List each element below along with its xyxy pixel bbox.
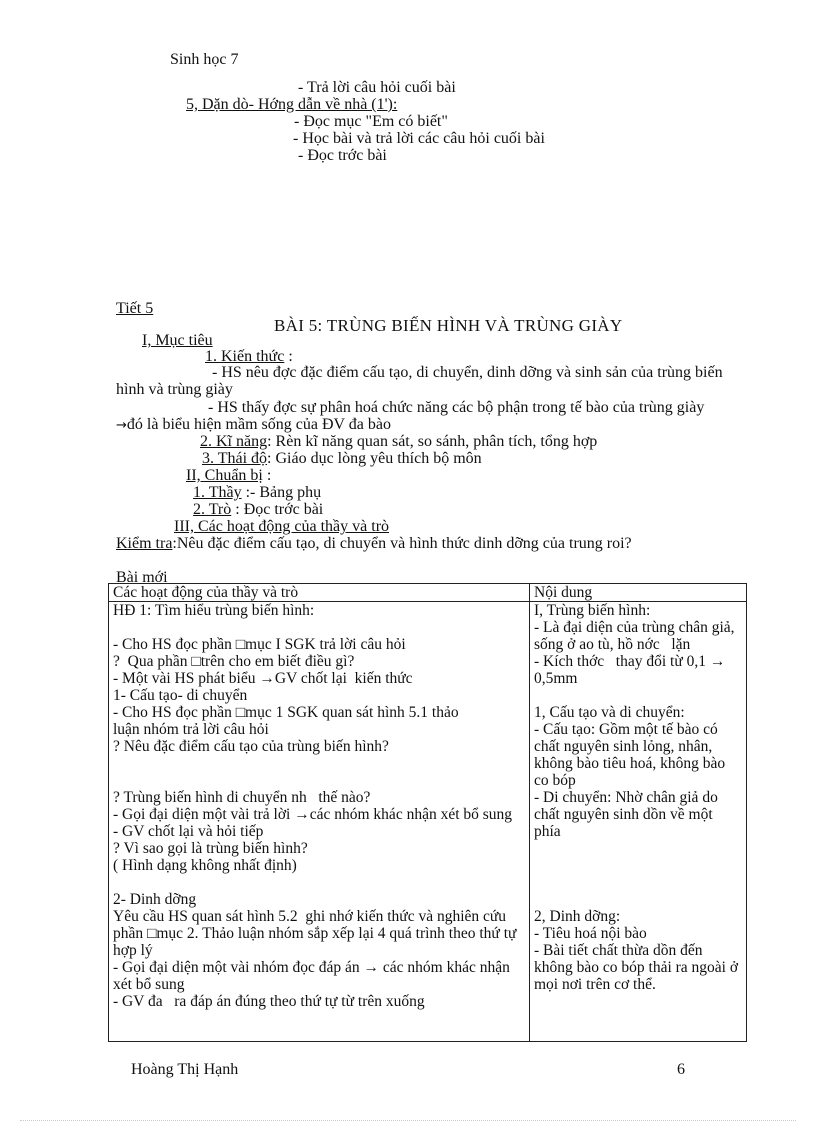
content-line: [534, 857, 742, 874]
content-line: 2, Dinh dỡng:: [534, 908, 621, 925]
knowledge-point-2-text: - HS thấy đợc sự phân hoá chức năng các bộ phận trong tế bào của trùng giày: [208, 399, 705, 416]
student-text: : Đọc trớc bài: [231, 501, 324, 518]
activity-line: ? Trùng biến hình di chuyển nh thế nào?: [113, 789, 371, 806]
activity-line: - GV đa ra đáp án đúng theo thứ tự từ trên xuống: [113, 993, 425, 1010]
check-text: :Nêu đặc điểm cấu tạo, di chuyển và hình thức dinh dỡng của trung roi?: [172, 535, 632, 552]
attitude-heading: 3. Thái độ: [202, 450, 268, 467]
prev-answer-line: - Trả lời câu hỏi cuối bài: [298, 79, 456, 96]
skills-heading: 2. Kĩ năng: [200, 433, 268, 450]
page-bottom-divider: [20, 1120, 796, 1121]
footer-author: Hoàng Thị Hạnh: [131, 1061, 239, 1078]
activity-line: HĐ 1: Tìm hiểu trùng biến hình:: [113, 602, 315, 619]
activity-line: - Gọi đại diện một vài trả lời →các nhóm khác nhận xét bổ sung: [113, 806, 513, 823]
content-line: - Là đại diện của trùng chân giả, sống ở ao tù, hồ nớc lặn: [534, 619, 739, 653]
content-line: - Cấu tạo: Gồm một tế bào có chất nguyên sinh lỏng, nhân, không bào tiêu hoá, không bào co bóp: [534, 721, 730, 789]
content-line: [534, 840, 742, 857]
activity-line: - Gọi đại diện một vài nhóm đọc đáp án → các nhóm khác nhận xét bổ sung: [113, 959, 514, 993]
lesson-activity-table: [108, 583, 747, 1042]
activity-line: - GV chốt lại và hỏi tiếp: [113, 823, 264, 840]
check-heading: Kiểm tra: [116, 535, 173, 552]
prep-colon: :: [262, 467, 272, 484]
activity-line: [113, 772, 525, 789]
content-line: - Bài tiết chất thừa dồn đến không bào co bóp thải ra ngoài ở mọi nơi trên cơ thể.: [534, 942, 742, 993]
skills-line: [200, 433, 597, 450]
period-label: Tiết 5: [116, 300, 154, 317]
activity-line: 1- Cấu tạo- di chuyển: [113, 687, 248, 704]
check-line: [116, 535, 728, 552]
homework-heading: 5, Dặn dò- Hớng dẫn về nhà (1'):: [186, 96, 398, 113]
lesson-title: BÀI 5: TRÙNG BIẾN HÌNH VÀ TRÙNG GIÀY: [274, 316, 623, 335]
activity-line: 2- Dinh dỡng: [113, 891, 197, 908]
homework-item: - Học bài và trả lời các câu hỏi cuối bài: [293, 130, 545, 147]
content-line: - Kích thớc thay đổi từ 0,1 → 0,5mm: [534, 653, 730, 687]
content-line: I, Trùng biến hình:: [534, 602, 651, 619]
activity-line: luận nhóm trả lời câu hỏi: [113, 721, 269, 738]
attitude-line: [202, 450, 482, 467]
activity-line: [113, 755, 525, 772]
content-line: [534, 687, 742, 704]
activity-line: [113, 619, 525, 636]
attitude-text: : Giáo dục lòng yêu thích bộ môn: [267, 450, 482, 467]
activity-line: ? Qua phần □trên cho em biết điều gì?: [113, 653, 355, 670]
student-prep-line: [193, 501, 323, 518]
table-header-activities: Các hoạt động của thầy và trò: [109, 584, 530, 602]
knowledge-point-1: - HS nêu đợc đặc điểm cấu tạo, di chuyển, dinh dỡng và sinh sản của trùng biến hình và trùng giày: [116, 364, 723, 398]
activities-text: [113, 602, 525, 1026]
page-number: 6: [677, 1061, 685, 1078]
content-line: 1, Cấu tạo và di chuyển:: [534, 704, 685, 721]
table-header-content: Nội dung: [530, 584, 747, 602]
knowledge-line: [205, 348, 293, 365]
content-line: - Di chuyển: Nhờ chân giả do chất nguyên sinh dồn về một phía: [534, 789, 722, 840]
objectives-heading: I, Mục tiêu: [142, 332, 213, 349]
homework-item: - Đọc trớc bài: [298, 147, 387, 164]
teacher-prep-line: [193, 484, 321, 501]
teacher-heading: 1. Thầy: [193, 484, 242, 501]
student-heading: 2. Trò: [193, 501, 232, 518]
prep-line: [186, 467, 271, 484]
document-header-subject: Sinh học 7: [170, 51, 239, 68]
new-lesson-heading: Bài mới: [116, 569, 168, 586]
knowledge-point-2: [116, 399, 731, 434]
arrow-right-icon: →: [116, 418, 127, 433]
skills-text: : Rèn kĩ năng quan sát, so sánh, phân tích, tổng hợp: [267, 433, 598, 450]
activity-line: ? Nêu đặc điểm cấu tạo của trùng biến hình?: [113, 738, 389, 755]
activity-line: - Cho HS đọc phần □mục 1 SGK quan sát hình 5.1 thảo: [113, 704, 459, 721]
content-cell: [530, 602, 747, 1042]
teacher-text: :- Bảng phụ: [241, 484, 322, 501]
prep-heading: II, Chuẩn bị: [186, 467, 263, 484]
content-line: [534, 874, 742, 891]
activities-cell: [109, 602, 530, 1042]
knowledge-point-2-conclusion: đó là biểu hiện mầm sống của ĐV đa bào: [126, 416, 391, 433]
activity-line: ? Vì sao gọi là trùng biến hình?: [113, 840, 308, 857]
activities-heading: III, Các hoạt động của thầy và trò: [174, 518, 390, 535]
content-line: [534, 891, 742, 908]
activity-line: ( Hình dạng không nhất định): [113, 857, 297, 874]
activity-line: [113, 874, 525, 891]
knowledge-heading: 1. Kiến thức: [205, 348, 285, 365]
activity-line: - Một vài HS phát biểu →GV chốt lại kiến thức: [113, 670, 413, 687]
activity-line: - Cho HS đọc phần □mục I SGK trả lời câu hỏi: [113, 636, 406, 653]
homework-item: - Đọc mục "Em có biết": [294, 113, 448, 130]
knowledge-colon: :: [284, 348, 293, 365]
activity-line: Yêu cầu HS quan sát hình 5.2 ghi nhớ kiến thức và nghiên cứu phần □mục 2. Thảo luận nhóm sắp xếp lại 4 quá trình theo thứ tự hợp lý: [113, 908, 521, 959]
content-text: [534, 602, 742, 1026]
content-line: - Tiêu hoá nội bào: [534, 925, 647, 942]
